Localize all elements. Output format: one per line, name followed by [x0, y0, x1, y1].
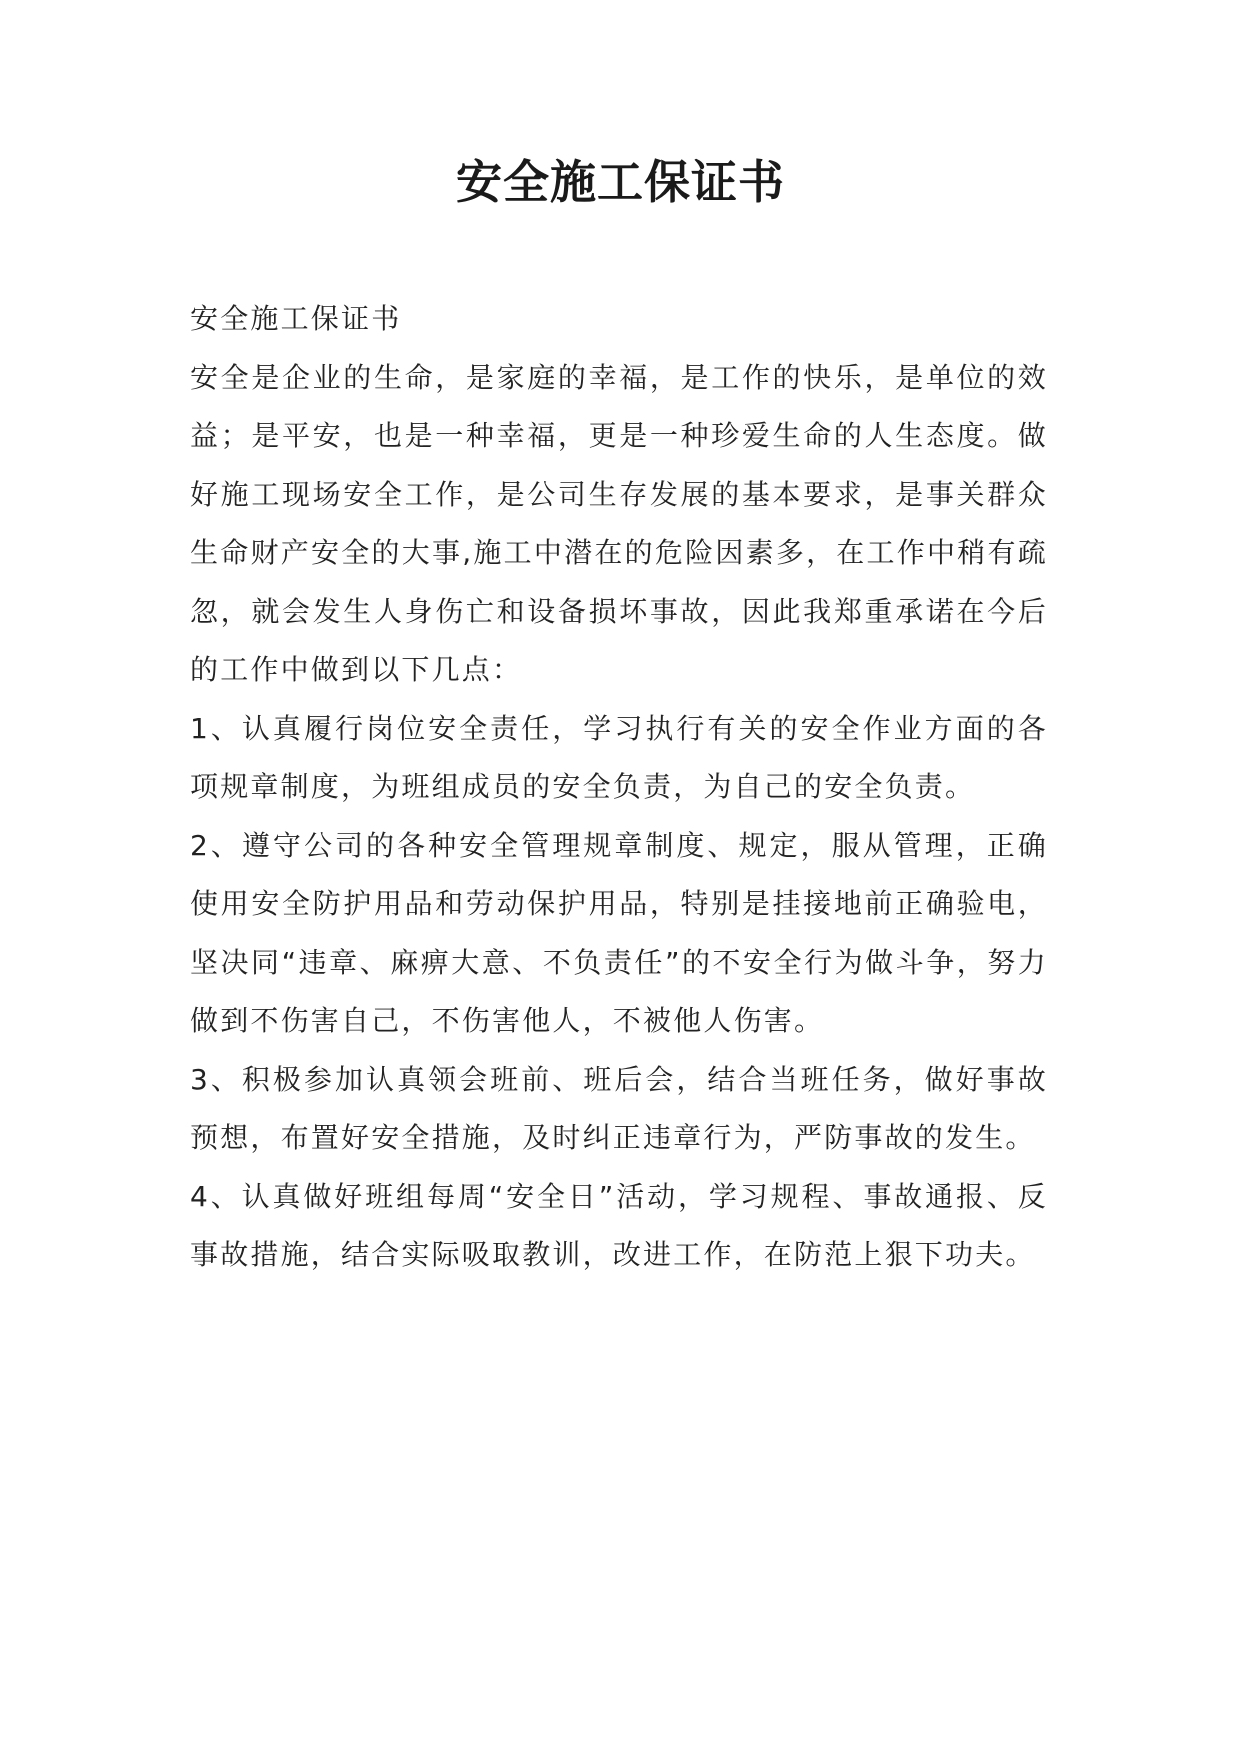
document-body	[190, 290, 1048, 1285]
body-paragraph-item-2: 2、遵守公司的各种安全管理规章制度、规定，服从管理，正确使用安全防护用品和劳动保护用品，特别是挂接地前正确验电，坚决同“违章、麻痹大意、不负责任”的不安全行为做斗争，努力做到不伤害自己，不伤害他人，不被他人伤害。	[190, 828, 1048, 1037]
body-paragraph-item-4: 4、认真做好班组每周“安全日”活动，学习规程、事故通报、反事故措施，结合实际吸取教训，改进工作，在防范上狠下功夫。	[190, 1179, 1048, 1271]
body-paragraph-intro: 安全是企业的生命，是家庭的幸福，是工作的快乐，是单位的效益；是平安，也是一种幸福，更是一种珍爱生命的人生态度。做好施工现场安全工作，是公司生存发展的基本要求，是事关群众生命财产安全的大事,施工中潜在的危险因素多，在工作中稍有疏忽，就会发生人身伤亡和设备损坏事故，因此我郑重承诺在今后的工作中做到以下几点：	[190, 360, 1048, 686]
body-heading: 安全施工保证书	[190, 302, 402, 335]
body-paragraph-item-1: 1、认真履行岗位安全责任，学习执行有关的安全作业方面的各项规章制度，为班组成员的安全负责，为自己的安全负责。	[190, 711, 1048, 803]
body-paragraph-item-3: 3、积极参加认真领会班前、班后会，结合当班任务，做好事故预想，布置好安全措施，及时纠正违章行为，严防事故的发生。	[190, 1062, 1048, 1154]
document-title: 安全施工保证书	[456, 155, 785, 209]
